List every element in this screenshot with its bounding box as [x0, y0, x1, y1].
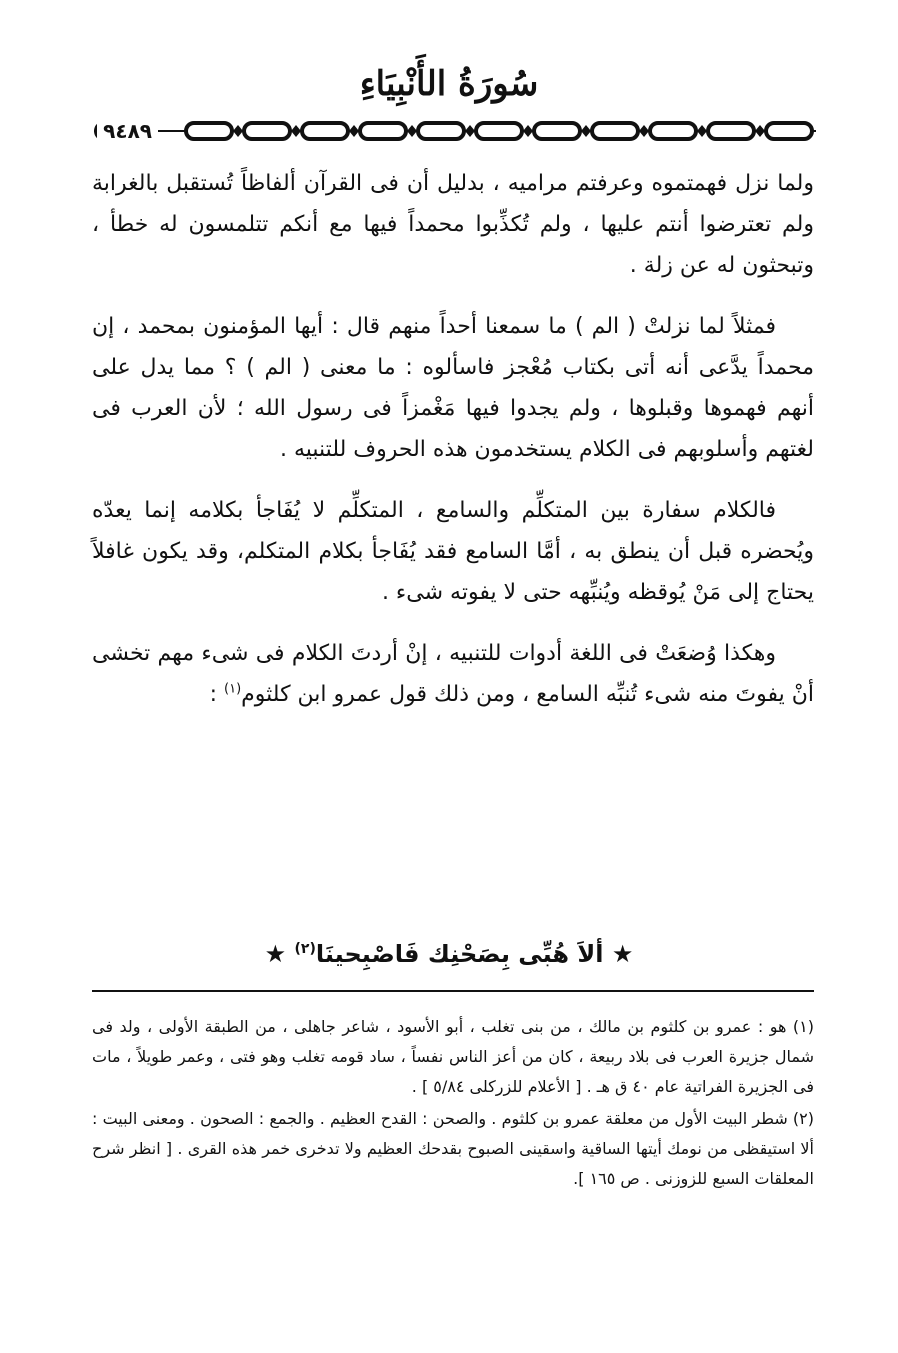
main-text — [92, 163, 814, 735]
chain-diamond — [291, 125, 301, 137]
paragraph: فمثلاً لما نزلتْ ( الم ) ما سمعنا أحداً منهم قال : أيها المؤمنون بمحمد ، إن محمداً يدَّعى أنه أتى بكتاب مُعْجز فاسألوه : ما معنى ( الم ) ؟ مما يدل على أنهم فهموها وقبلوها ، ولم يجدوا فيها مَغْمزاً فى رسول الله ؛ لأن العرب فى لغتهم وأسلوبهم فى الكلام يستخدمون هذه الحروف للتنبيه . — [92, 314, 814, 462]
chain-diamond — [349, 125, 359, 137]
chain-link — [244, 123, 290, 139]
footnote-ref-1: (١) — [224, 681, 242, 697]
footnotes — [92, 1012, 814, 1196]
chain-link — [418, 123, 464, 139]
footnote-separator — [92, 990, 814, 992]
page-number: ٩٤٨٩ — [97, 118, 158, 144]
footnote-ref-2: (٢) — [294, 941, 316, 957]
chain-link — [708, 123, 754, 139]
chain-diamond — [465, 125, 475, 137]
paragraph: فالكلام سفارة بين المتكلِّم والسامع ، المتكلِّم لا يُفَاجأ بكلامه إنما يعدّه ويُحضره قبل أن ينطق به ، أمَّا السامع فقد يُفَاجأ بكلام المتكلم، وقد يكون غافلاً يحتاج إلى مَنْ يُوقظه ويُنبِّهه حتى لا يفوته شىء . — [92, 498, 814, 605]
chain-link — [766, 123, 812, 139]
chain-link — [186, 123, 232, 139]
chain-diamond — [523, 125, 533, 137]
chain-diamond — [639, 125, 649, 137]
chain-link — [302, 123, 348, 139]
surah-title: سُورَةُ الأَنْبِيَاءِ — [359, 64, 539, 104]
ornamental-header-band — [94, 118, 816, 144]
chain-link — [534, 123, 580, 139]
paragraph — [92, 633, 814, 715]
chain-link — [650, 123, 696, 139]
chain-diamond — [697, 125, 707, 137]
verse-end-star: ★ — [264, 940, 295, 968]
chain-link — [476, 123, 522, 139]
chain-ornament — [94, 118, 816, 144]
chain-link — [360, 123, 406, 139]
chain-link — [592, 123, 638, 139]
paragraph-tail: : — [209, 682, 225, 707]
chain-diamond — [407, 125, 417, 137]
paragraph-text: وهكذا وُضعَتْ فى اللغة أدوات للتنبيه ، إنْ أردتَ الكلام فى شىء مهم تخشى أنْ يفوتَ منه شىء تُنبِّه السامع ، ومن ذلك قول عمرو ابن كلثوم — [92, 641, 814, 707]
footnote-1: (١) هو : عمرو بن كلثوم بن مالك ، من بنى تغلب ، أبو الأسود ، شاعر جاهلى ، من الطبقة الأولى ، ولد فى شمال جزيرة العرب فى بلاد ربيعة ، كان من أعز الناس نفساً ، ساد قومه تغلب وهو فتى ، وعمر طويلاً ، مات فى الجزيرة الفراتية عام ٤٠ ق هـ . [ الأعلام للزركلى ٥/٨٤ ] . — [92, 1017, 814, 1096]
footnote-2: (٢) شطر البيت الأول من معلقة عمرو بن كلثوم . والصحن : القدح العظيم . والجمع : الصحون . ومعنى البيت : ألا استيقظى من نومك أيتها الساقية واسقينى الصبوح بقدحك العظيم ولا تدخرى خمر هذه القرى . [ انظر شرح المعلقات السبع للزوزنى . ص ١٦٥ ]. — [92, 1109, 814, 1188]
chain-diamond — [233, 125, 243, 137]
chain-diamond — [581, 125, 591, 137]
paragraph: ولما نزل فهمتموه وعرفتم مراميه ، بدليل أن فى القرآن ألفاظاً تُستقبل بالغرابة ولم تعترضوا أنتم عليها ، ولم تُكذِّبوا محمداً فيها مع أنكم تتلمسون له خطأ ، وتبحثون له عن زلة . — [92, 171, 814, 278]
chain-diamond — [755, 125, 765, 137]
poetry-verse — [0, 932, 898, 976]
verse-text: ★ ألاَ هُبِّى بِصَحْنِك فَاصْبِحينَا — [315, 940, 634, 968]
